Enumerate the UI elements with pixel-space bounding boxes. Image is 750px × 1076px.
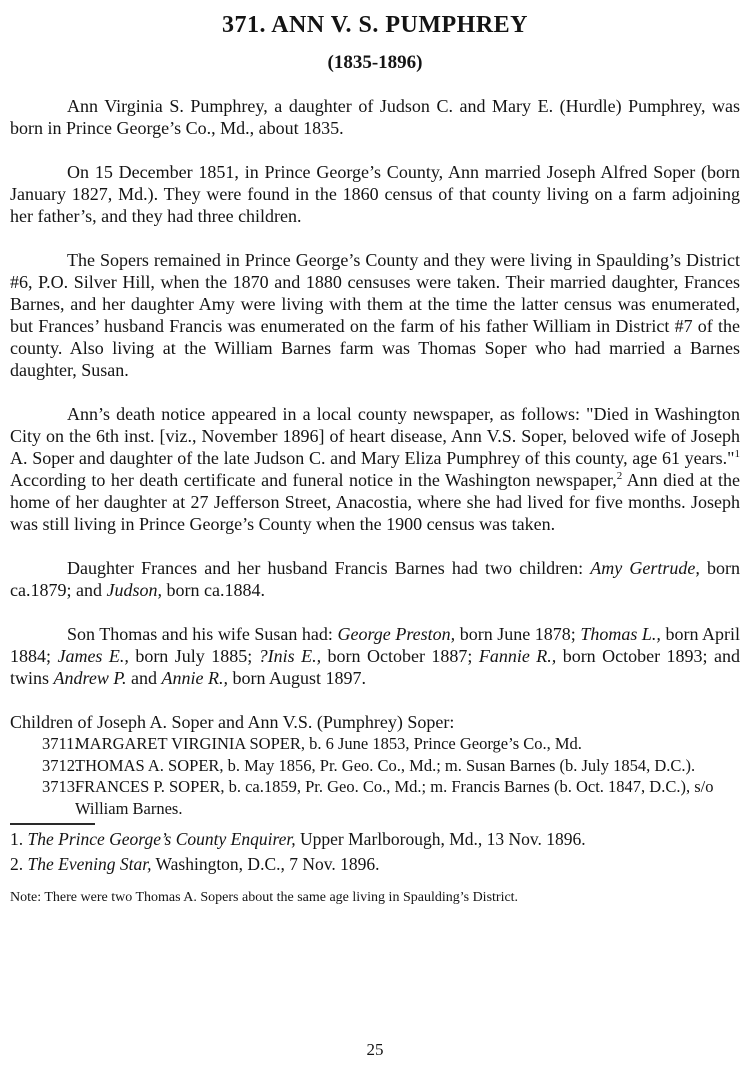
footnote-2: 2. The Evening Star, Washington, D.C., 7 Nov. 1896. <box>10 854 380 874</box>
child-entry <box>10 755 740 777</box>
note-text: Note: There were two Thomas A. Sopers about the same age living in Spaulding’s District. <box>10 890 519 905</box>
children-section-heading: Children of Joseph A. Soper and Ann V.S. (Pumphrey) Soper: <box>10 712 455 732</box>
child-entry-text: MARGARET VIRGINIA SOPER, b. 6 June 1853, Prince George’s Co., Md. <box>75 734 582 753</box>
child-entry-number: 3711. <box>42 734 79 753</box>
paragraph-thomas-children: Son Thomas and his wife Susan had: George Preston, born June 1878; Thomas L., born April 1884; James E., born July 1885; ?Inis E., born October 1887; Fannie R., born October 1893; and twins Andrew P. and Annie R., born August 1897. <box>10 624 740 688</box>
paragraph-birth: Ann Virginia S. Pumphrey, a daughter of Judson C. and Mary E. (Hurdle) Pumphrey, was born in Prince George’s Co., Md., about 1835. <box>10 96 740 138</box>
page-content <box>0 13 750 906</box>
page-title: 371. ANN V. S. PUMPHREY <box>222 12 528 38</box>
page-number: 25 <box>366 1040 384 1059</box>
footnote-divider <box>10 823 95 825</box>
paragraph-marriage: On 15 December 1851, in Prince George’s County, Ann married Joseph Alfred Soper (born January 1827, Md.). They were found in the 1860 census of that county living on a farm adjoining her father’s, and they had three children. <box>10 162 740 226</box>
child-entry-number: 3713. <box>42 777 80 796</box>
paragraph-death-notice: Ann’s death notice appeared in a local county newspaper, as follows: "Died in Washington City on the 6th inst. [viz., November 1896] of heart disease, Ann V.S. Soper, beloved wife of Joseph A. Soper and daughter of the late Judson C. and Mary Eliza Pumphrey of this county, age 61 years."$^1$ According to her death certificate and funeral notice in the Washington newspaper,$^2$ Ann died at the home of her daughter at 27 Jefferson Street, Anacostia, where she had lived for five months. Joseph was still living in Prince George’s County when the 1900 census was taken. <box>10 404 740 534</box>
page-subtitle: (1835-1896) <box>327 52 423 73</box>
paragraph-census: The Sopers remained in Prince George’s County and they were living in Spaulding’s District #6, P.O. Silver Hill, when the 1870 and 1880 censuses were taken. Their married daughter, Frances Barnes, and her daughter Amy were living with them at the time the latter census was enumerated, but Frances’ husband Francis was enumerated on the farm of his father William in District #7 of the county. Also living at the William Barnes farm was Thomas Soper who had married a Barnes daughter, Susan. <box>10 250 740 380</box>
child-entry-text: THOMAS A. SOPER, b. May 1856, Pr. Geo. Co., Md.; m. Susan Barnes (b. July 1854, D.C.). <box>75 755 696 775</box>
child-entry <box>10 776 740 819</box>
child-entry-text: FRANCES P. SOPER, b. ca.1859, Pr. Geo. Co., Md.; m. Francis Barnes (b. Oct. 1847, D.C.), s/o William Barnes. <box>75 777 714 818</box>
child-entry-number: 3712. <box>42 755 80 775</box>
paragraph-frances-children: Daughter Frances and her husband Francis Barnes had two children: Amy Gertrude, born ca.1879; and Judson, born ca.1884. <box>10 558 741 600</box>
footnote-1: 1. The Prince George’s County Enquirer, Upper Marlborough, Md., 13 Nov. 1896. <box>10 829 586 849</box>
child-entry <box>10 733 740 755</box>
